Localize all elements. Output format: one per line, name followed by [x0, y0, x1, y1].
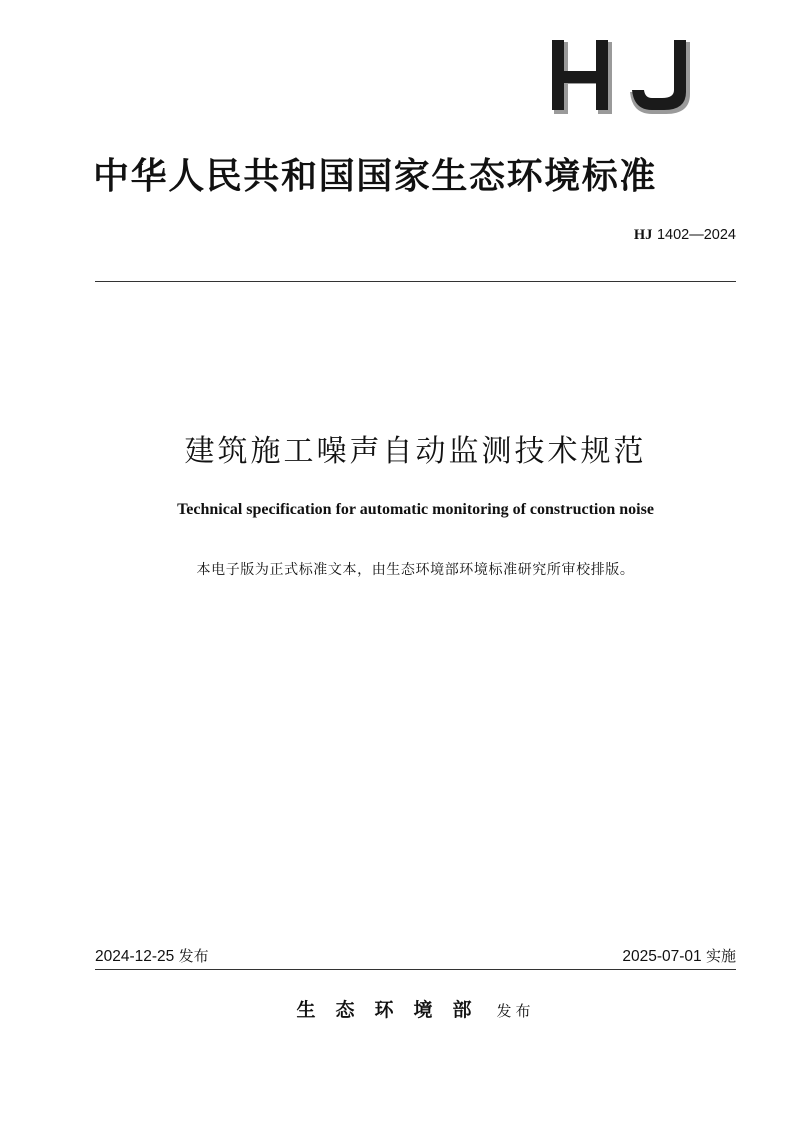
- implementation-date: [622, 945, 736, 967]
- implementation-date-label: 实施: [705, 947, 736, 965]
- standard-number: [560, 227, 736, 247]
- header-divider: [95, 281, 736, 282]
- issue-date-value: 2024-12-25: [95, 948, 175, 965]
- standard-prefix: HJ: [633, 227, 653, 243]
- hj-logo: [548, 38, 698, 116]
- national-standard-title: 中华人民共和国国家生态环境标准: [93, 155, 658, 197]
- publisher-org: 生态环境部: [296, 999, 492, 1021]
- standard-code: 1402—2024: [656, 227, 736, 243]
- publisher-label: 发布: [496, 1002, 535, 1020]
- logo-h: [552, 40, 608, 110]
- implementation-date-value: 2025-07-01: [622, 948, 702, 965]
- issue-date: [95, 945, 209, 967]
- footer-divider: [95, 969, 736, 970]
- document-title-en: Technical specification for automatic monitoring of construction noise: [177, 501, 654, 518]
- document-title-cn: 建筑施工噪声自动监测技术规范: [184, 434, 647, 469]
- issue-date-label: 发布: [178, 947, 209, 965]
- logo-j: [632, 40, 686, 110]
- publisher: [95, 995, 736, 1025]
- hj-logo-mark: [548, 38, 698, 116]
- edition-note: 本电子版为正式标准文本，由生态环境部环境标准研究所审校排版。: [196, 562, 635, 578]
